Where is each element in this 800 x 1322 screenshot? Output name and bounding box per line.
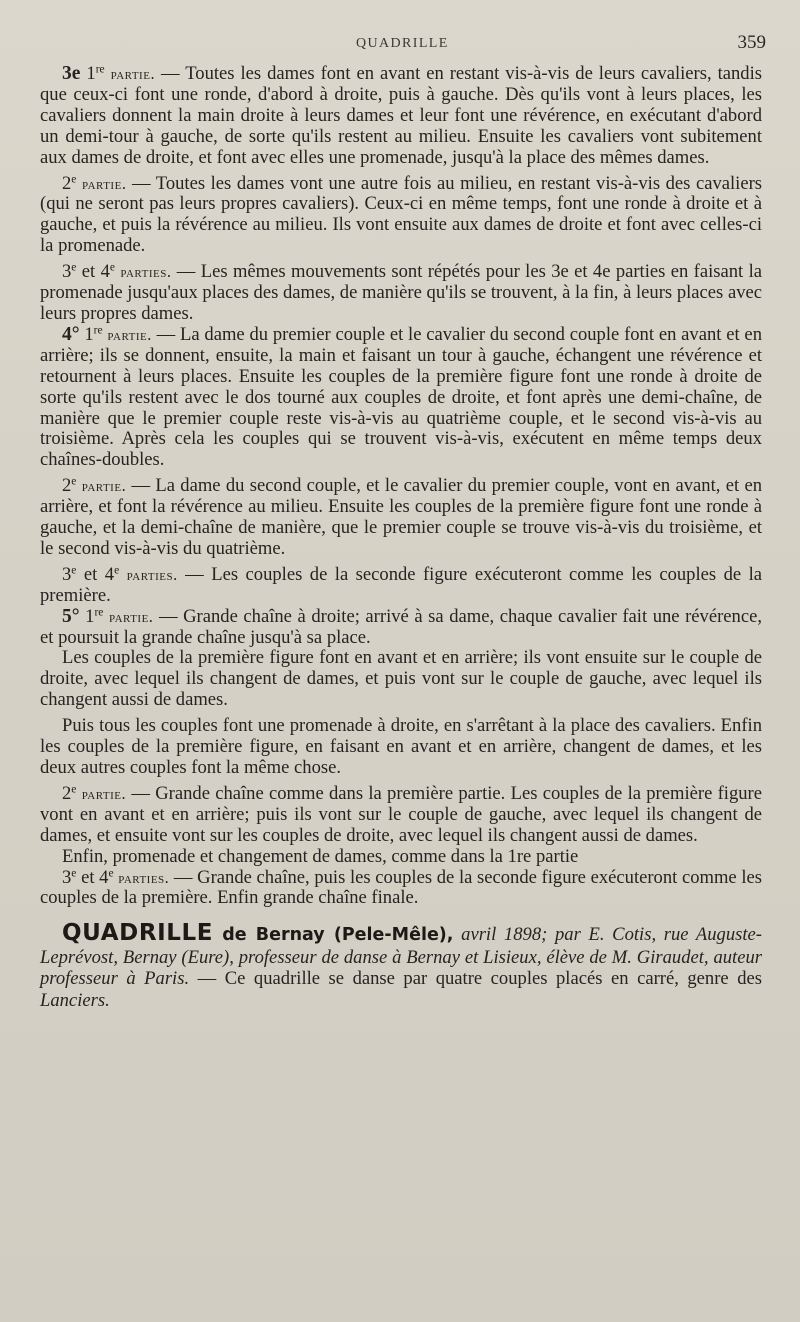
paragraph-text: Enfin, promenade et changement de dames, comme dans la 1re partie: [62, 845, 579, 867]
figure-number: 4°: [62, 323, 80, 345]
paragraph-figure-5-part-1: [40, 607, 762, 649]
part-label: partie.: [108, 606, 154, 626]
part-ordinal-joiner: et 4: [76, 563, 115, 585]
part-ordinal: 3: [62, 261, 72, 283]
paragraph-figure-5-part-2: [40, 784, 762, 847]
paragraph-text: — La dame du second couple, et le cavalier du premier couple, vont en avant, et en arrière, et font la révérence au milieu. Ensuite les couples de la première figure font une ronde à gauche, et la demi-chaîne de manière, que le premier couple se trouve vis-à-vis du troisième, et le second vis-à-vis du quatrième.: [40, 475, 762, 559]
part-ordinal-joiner: et 4: [76, 261, 110, 283]
paragraph-figure-5-continuation-2: [40, 716, 762, 779]
paragraph-figure-3-part-2: [40, 174, 762, 258]
part-ordinal: 1: [85, 605, 95, 627]
quadrille-attribution: avril 1898; par E. Cotis, rue Auguste-Leprévost, Bernay (Eure), professeur de danse à Bernay et Lisieux, élève de M. Giraudet, auteur professeur à Paris.: [40, 924, 762, 990]
part-ordinal: 2: [62, 782, 72, 804]
part-ordinal-suffix: re: [93, 324, 103, 337]
paragraph-text: Puis tous les couples font une promenade à droite, en s'arrêtant à la place des cavaliers. Enfin les couples de la première figure, en faisant en avant et en arrière, changent de dames, et les deux autres couples font la même chose.: [40, 715, 762, 778]
quadrille-subtitle: de Bernay (Pele-Mêle),: [213, 925, 454, 946]
part-ordinal-suffix: re: [94, 606, 104, 619]
part-ordinal: 2: [62, 172, 72, 194]
part-label: partie.: [81, 476, 127, 496]
part-ordinal: 1: [86, 63, 96, 84]
part-ordinal-joiner: et 4: [76, 866, 109, 888]
part-ordinal: 2: [62, 475, 72, 497]
paragraph-figure-5-continuation-1: [40, 648, 762, 711]
part-ordinal-suffix: re: [95, 63, 105, 76]
paragraph-text: — La dame du premier couple et le cavalier du second couple font en avant et en arrière; ils se donnent, ensuite, la main et faisant un tour à gauche, échangent une révérence et retournent à leurs places. Ensuite les couples de la première figure font une ronde à droite de sorte qu'ils restent avec le dos tourné aux couples de droite, et font après une demi-chaîne, de manière que le premier couple reste vis-à-vis au quatrième couple, et le second vis-à-vis au troisième. Après cela les couples qui se trouvent vis-à-vis, exécutent en même temps deux chaînes-doubles.: [40, 323, 762, 471]
paragraph-figure-3-parts-3-4: [40, 262, 762, 325]
quadrille-entry: [40, 920, 762, 1011]
quadrille-title: QUADRILLE: [62, 920, 214, 947]
part-ordinal-suffix: e: [71, 783, 77, 796]
paragraph-text: — Grande chaîne à droite; arrivé à sa dame, chaque cavalier fait une révérence, et poursuit la grande chaîne jusqu'à sa place.: [40, 605, 762, 648]
paragraph-figure-3-part-1: [40, 64, 762, 169]
part-label: partie.: [107, 324, 152, 344]
part-label: partie.: [81, 173, 127, 193]
part-label: parties.: [126, 564, 178, 584]
part-ordinal-suffix-2: e: [108, 867, 114, 880]
part-label: partie.: [110, 64, 156, 83]
part-ordinal-suffix: e: [71, 261, 77, 274]
paragraph-text: — Toutes les dames vont une autre fois au milieu, en restant vis-à-vis des cavaliers (qui ne seront pas leurs propres cavaliers). Ceux-ci en même temps, font une ronde à droite et à gauche, et puis la révérence au milieu. Ils vont ensuite aux dames de droite et font avec celles-ci la promenade.: [40, 172, 763, 257]
part-label: parties.: [118, 867, 170, 887]
part-ordinal-suffix-2: e: [109, 261, 115, 274]
page-number: 359: [737, 32, 766, 53]
paragraph-figure-4-parts-3-4: [40, 565, 762, 607]
paragraph-text: — Les couples de la seconde figure exécuteront comme les couples de la première.: [40, 563, 763, 606]
paragraph-text: — Grande chaîne, puis les couples de la seconde figure exécuteront comme les couples de la première. Enfin grande chaîne finale.: [40, 866, 762, 909]
part-ordinal-suffix: e: [71, 867, 77, 880]
figure-number: 5°: [62, 605, 80, 627]
part-ordinal-suffix: e: [71, 173, 77, 186]
paragraph-text: — Toutes les dames font en avant en restant vis-à-vis de leurs cavaliers, tandis que ceux-ci font une ronde, d'abord à droite, puis à gauche. Dès qu'ils vont à leurs places, les cavaliers donnent la main droite à leurs dames et leur font une révérence, en exécutant d'abord un demi-tour à gauche, de sorte qu'ils restent au milieu. Ensuite les cavaliers vont subitement aux dames de droite, et font avec elles une promenade, jusqu'à la place des mêmes dames.: [40, 63, 762, 168]
running-head: [0, 32, 800, 56]
quadrille-lanciers: Lanciers.: [40, 989, 110, 1011]
page-body: [40, 64, 762, 1030]
paragraph-text: — Les mêmes mouvements sont répétés pour les 3e et 4e parties en faisant la promenade jusqu'aux places des dames, de manière qu'ils se trouvent, à la fin, à leurs places avec leurs propres dames.: [40, 261, 762, 324]
paragraph-figure-4-part-2: [40, 476, 762, 560]
quadrille-description: — Ce quadrille se danse par quatre couples placés en carré, genre des: [189, 968, 762, 990]
paragraph-figure-5-parts-3-4: [40, 868, 762, 910]
part-label: partie.: [81, 783, 127, 803]
part-ordinal: 1: [84, 323, 94, 345]
part-label: parties.: [120, 262, 172, 282]
paragraph-text: Les couples de la première figure font en avant et en arrière; ils vont ensuite sur le couple de droite, avec lequel ils changent de dames, et puis vont sur le couple de gauche, avec lequel ils changent aussi de dames.: [40, 647, 762, 711]
part-ordinal-suffix-2: e: [114, 564, 120, 577]
part-ordinal-suffix: e: [71, 564, 77, 577]
paragraph-figure-5-continuation-3: [40, 847, 762, 868]
figure-number: 3e: [62, 63, 81, 84]
part-ordinal-suffix: e: [71, 475, 77, 488]
paragraph-figure-4-part-1: [40, 325, 762, 471]
paragraph-text: — Grande chaîne comme dans la première partie. Les couples de la première figure vont en avant et en arrière; puis ils vont sur le couple de gauche, avec lequel ils changent de dames, et ensuite vont sur les couples de droite, avec lequel ils changent aussi de dames.: [40, 782, 762, 846]
part-ordinal: 3: [62, 563, 72, 585]
running-title: QUADRILLE: [356, 36, 449, 51]
part-ordinal: 3: [62, 866, 72, 888]
